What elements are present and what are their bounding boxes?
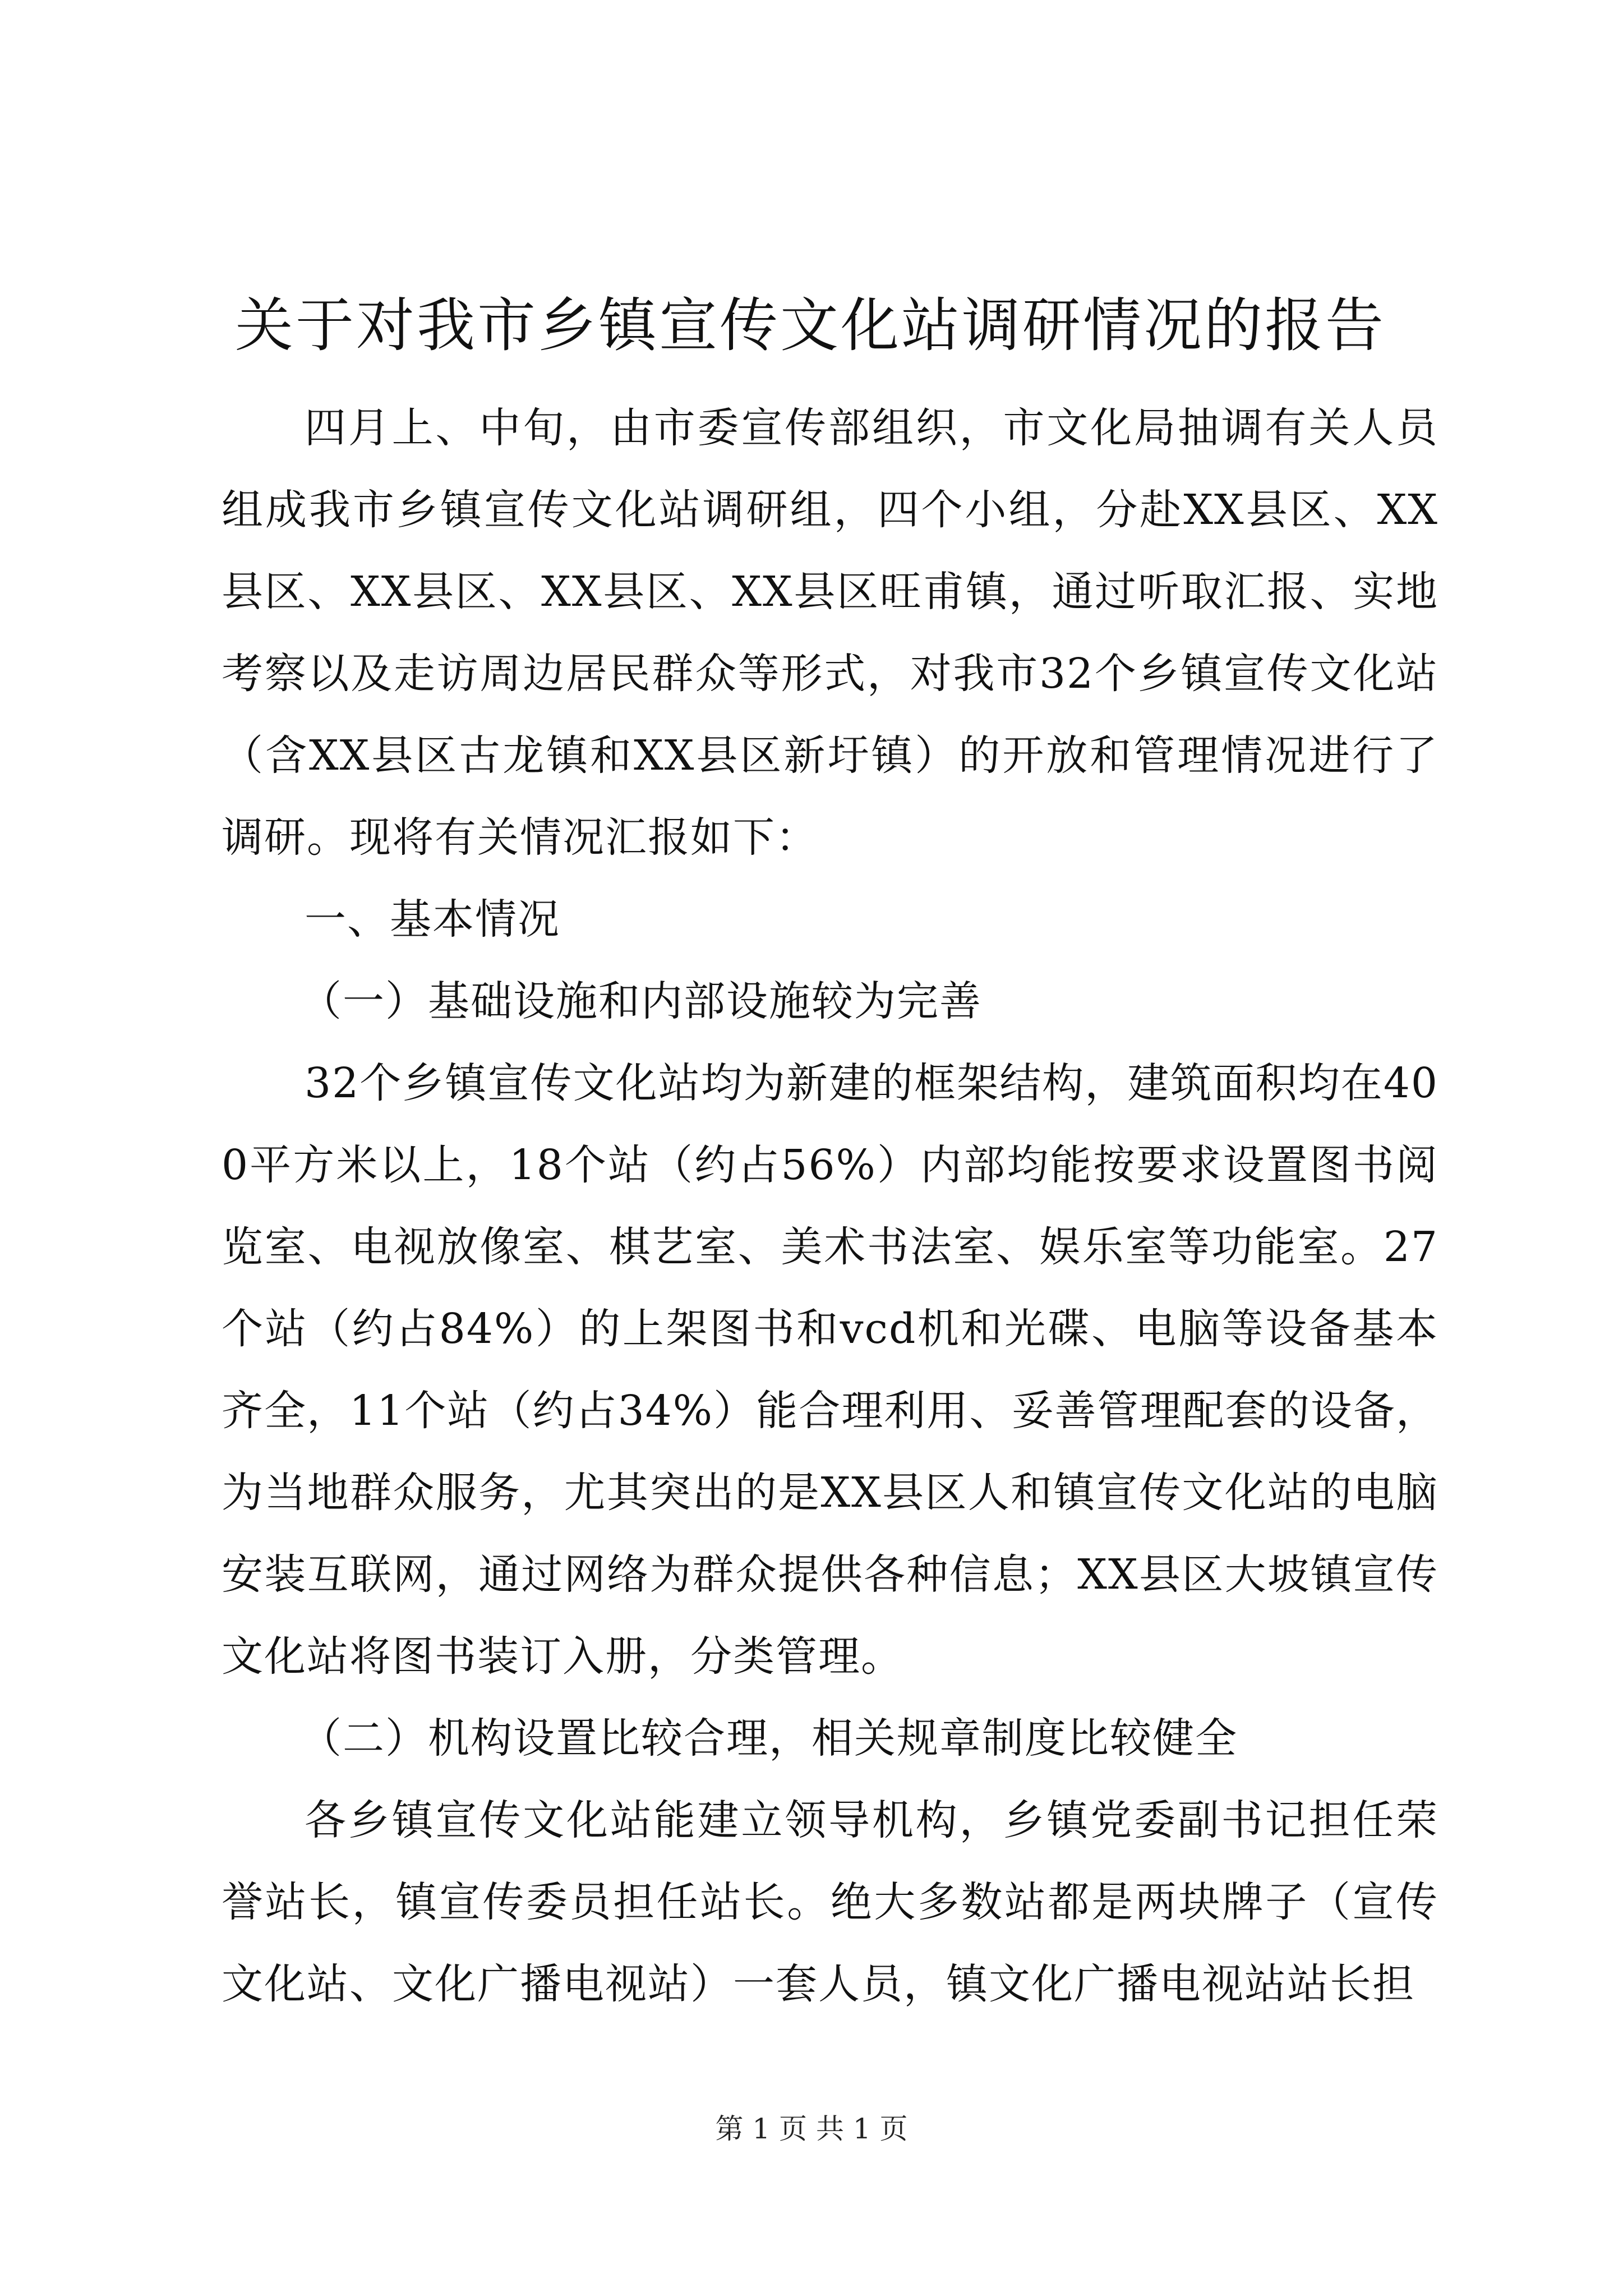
- subsection-heading-facilities: （一）基础设施和内部设施较为完善: [300, 977, 982, 1025]
- subsection-heading-organization: （二）机构设置比较合理，相关规章制度比较健全: [300, 1714, 1238, 1763]
- organization-paragraph: 各乡镇宣传文化站能建立领导机构，乡镇党委副书记担任荣誉站长，镇宣传委员担任站长。绝大多数站都是两块牌子（宣传文化站、文化广播电视站）一套人员，镇文化广播电视站站长担: [222, 1796, 1438, 2008]
- document-body: [222, 387, 1438, 2025]
- page-footer: 第 1 页 共 1 页: [715, 2113, 908, 2145]
- facilities-paragraph: 32个乡镇宣传文化站均为新建的框架结构，建筑面积均在400平方米以上，18个站（约占56%）内部均能按要求设置图书阅览室、电视放像室、棋艺室、美术书法室、娱乐室等功能室。27个站（约占84%）的上架图书和vcd机和光碟、电脑等设备基本齐全，11个站（约占34%）能合理利用、妥善管理配套的设备，为当地群众服务，尤其突出的是XX县区人和镇宣传文化站的电脑安装互联网，通过网络为群众提供各种信息；XX县区大坡镇宣传文化站将图书装订入册，分类管理。: [222, 1059, 1438, 1681]
- section-heading-basic-situation: 一、基本情况: [305, 895, 560, 944]
- document-title: 关于对我市乡镇宣传文化站调研情况的报告: [234, 291, 1386, 360]
- intro-paragraph: 四月上、中旬，由市委宣传部组织，市文化局抽调有关人员组成我市乡镇宣传文化站调研组，四个小组，分赴XX县区、XX县区、XX县区、XX县区、XX县区旺甫镇，通过听取汇报、实地考察以及走访周边居民群众等形式，对我市32个乡镇宣传文化站（含XX县区古龙镇和XX县区新圩镇）的开放和管理情况进行了调研。现将有关情况汇报如下：: [222, 404, 1438, 862]
